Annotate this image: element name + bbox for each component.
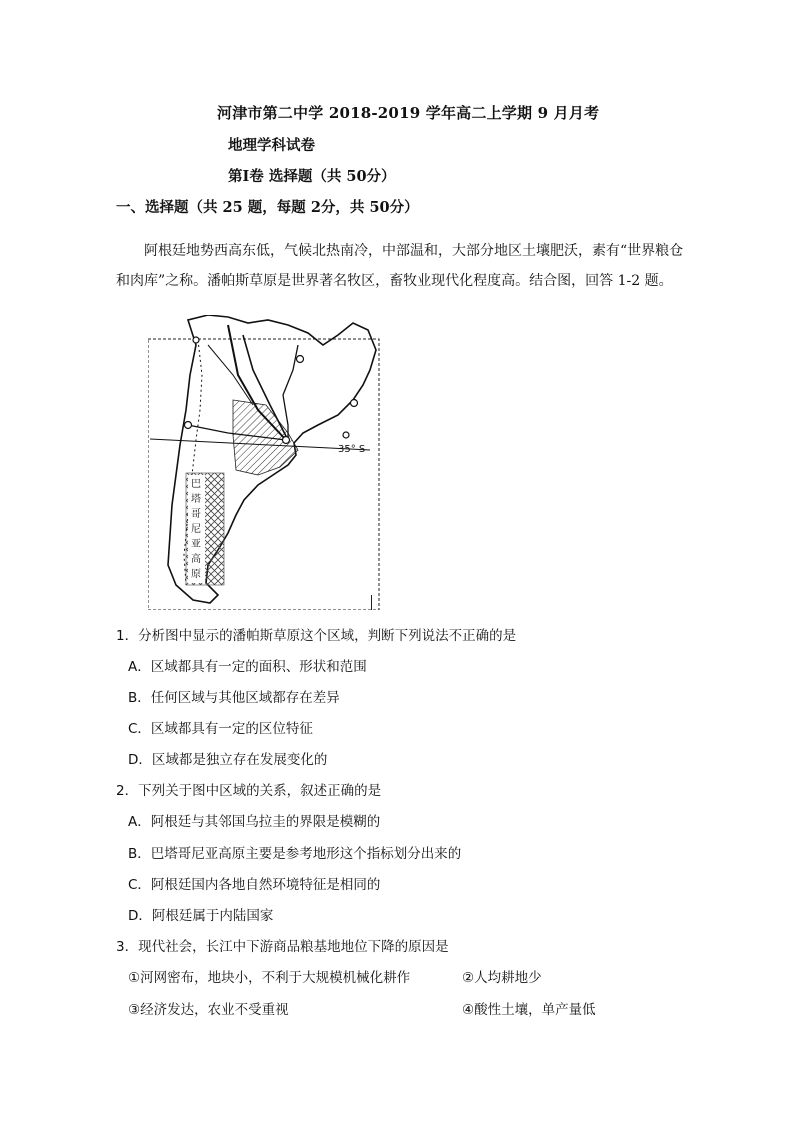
city-marker — [185, 422, 192, 429]
question-2-stem: 2．下列关于图中区域的关系，叙述正确的是 — [116, 783, 382, 799]
city-marker — [343, 432, 349, 438]
section-title: 第Ⅰ卷 选择题（共 50分） — [228, 168, 396, 185]
question-3-option-4: ④酸性土壤，单产量低 — [462, 1002, 596, 1018]
plateau-label — [191, 478, 201, 580]
intro-paragraph: 阿根廷地势西高东低，气候北热南冷，中部温和，大部分地区土壤肥沃，素有“世界粮仓和肉库”之称。潘帕斯草原是世界著名牧区，畜牧业现代化程度高。结合图，回答 1-2 题。 — [116, 243, 684, 289]
city-marker — [297, 356, 304, 363]
svg-text:高: 高 — [191, 554, 201, 565]
svg-text:原: 原 — [191, 569, 201, 580]
question-2-option-a: A．阿根廷与其邻国乌拉圭的界限是模糊的 — [128, 814, 381, 830]
svg-text:哥: 哥 — [191, 509, 201, 520]
svg-text:巴: 巴 — [191, 479, 201, 490]
question-3-stem: 3．现代社会，长江中下游商品粮基地地位下降的原因是 — [116, 939, 449, 955]
question-3-option-3: ③经济发达，农业不受重视 — [128, 1002, 289, 1018]
question-1-option-b: B．任何区域与其他区域都存在差异 — [128, 690, 340, 706]
question-1-option-d: D．区域都是独立存在发展变化的 — [128, 752, 328, 768]
svg-text:亚: 亚 — [191, 539, 201, 550]
svg-text:塔: 塔 — [191, 494, 201, 505]
svg-text:尼: 尼 — [191, 524, 201, 535]
question-1-option-a: A．区域都具有一定的面积、形状和范围 — [128, 659, 367, 675]
exam-title: 河津市第二中学 2018-2019 学年高二上学期 9 月月考 — [217, 104, 600, 122]
question-3-option-2: ②人均耕地少 — [462, 970, 542, 986]
question-3-option-1: ①河网密布，地块小，不利于大规模机械化耕作 — [128, 970, 411, 986]
city-marker — [283, 437, 290, 444]
text-cursor — [371, 595, 372, 610]
part-heading: 一、选择题（共 25 题，每题 2分，共 50分） — [116, 199, 419, 216]
exam-subtitle: 地理学科试卷 — [228, 137, 315, 154]
map-frame — [148, 339, 379, 610]
question-2-option-c: C．阿根廷国内各地自然环境特征是相同的 — [128, 877, 381, 893]
question-2-option-d: D．阿根廷属于内陆国家 — [128, 908, 274, 924]
question-1-stem: 1．分析图中显示的潘帕斯草原这个区域，判断下列说法不正确的是 — [116, 628, 517, 644]
city-marker — [351, 400, 358, 407]
argentina-map-figure — [148, 315, 380, 610]
question-2-option-b: B．巴塔哥尼亚高原主要是参考地形这个指标划分出来的 — [128, 846, 462, 862]
city-marker — [193, 337, 199, 343]
question-1-option-c: C．区域都具有一定的区位特征 — [128, 721, 313, 737]
latitude-label: 35° S — [338, 444, 366, 455]
